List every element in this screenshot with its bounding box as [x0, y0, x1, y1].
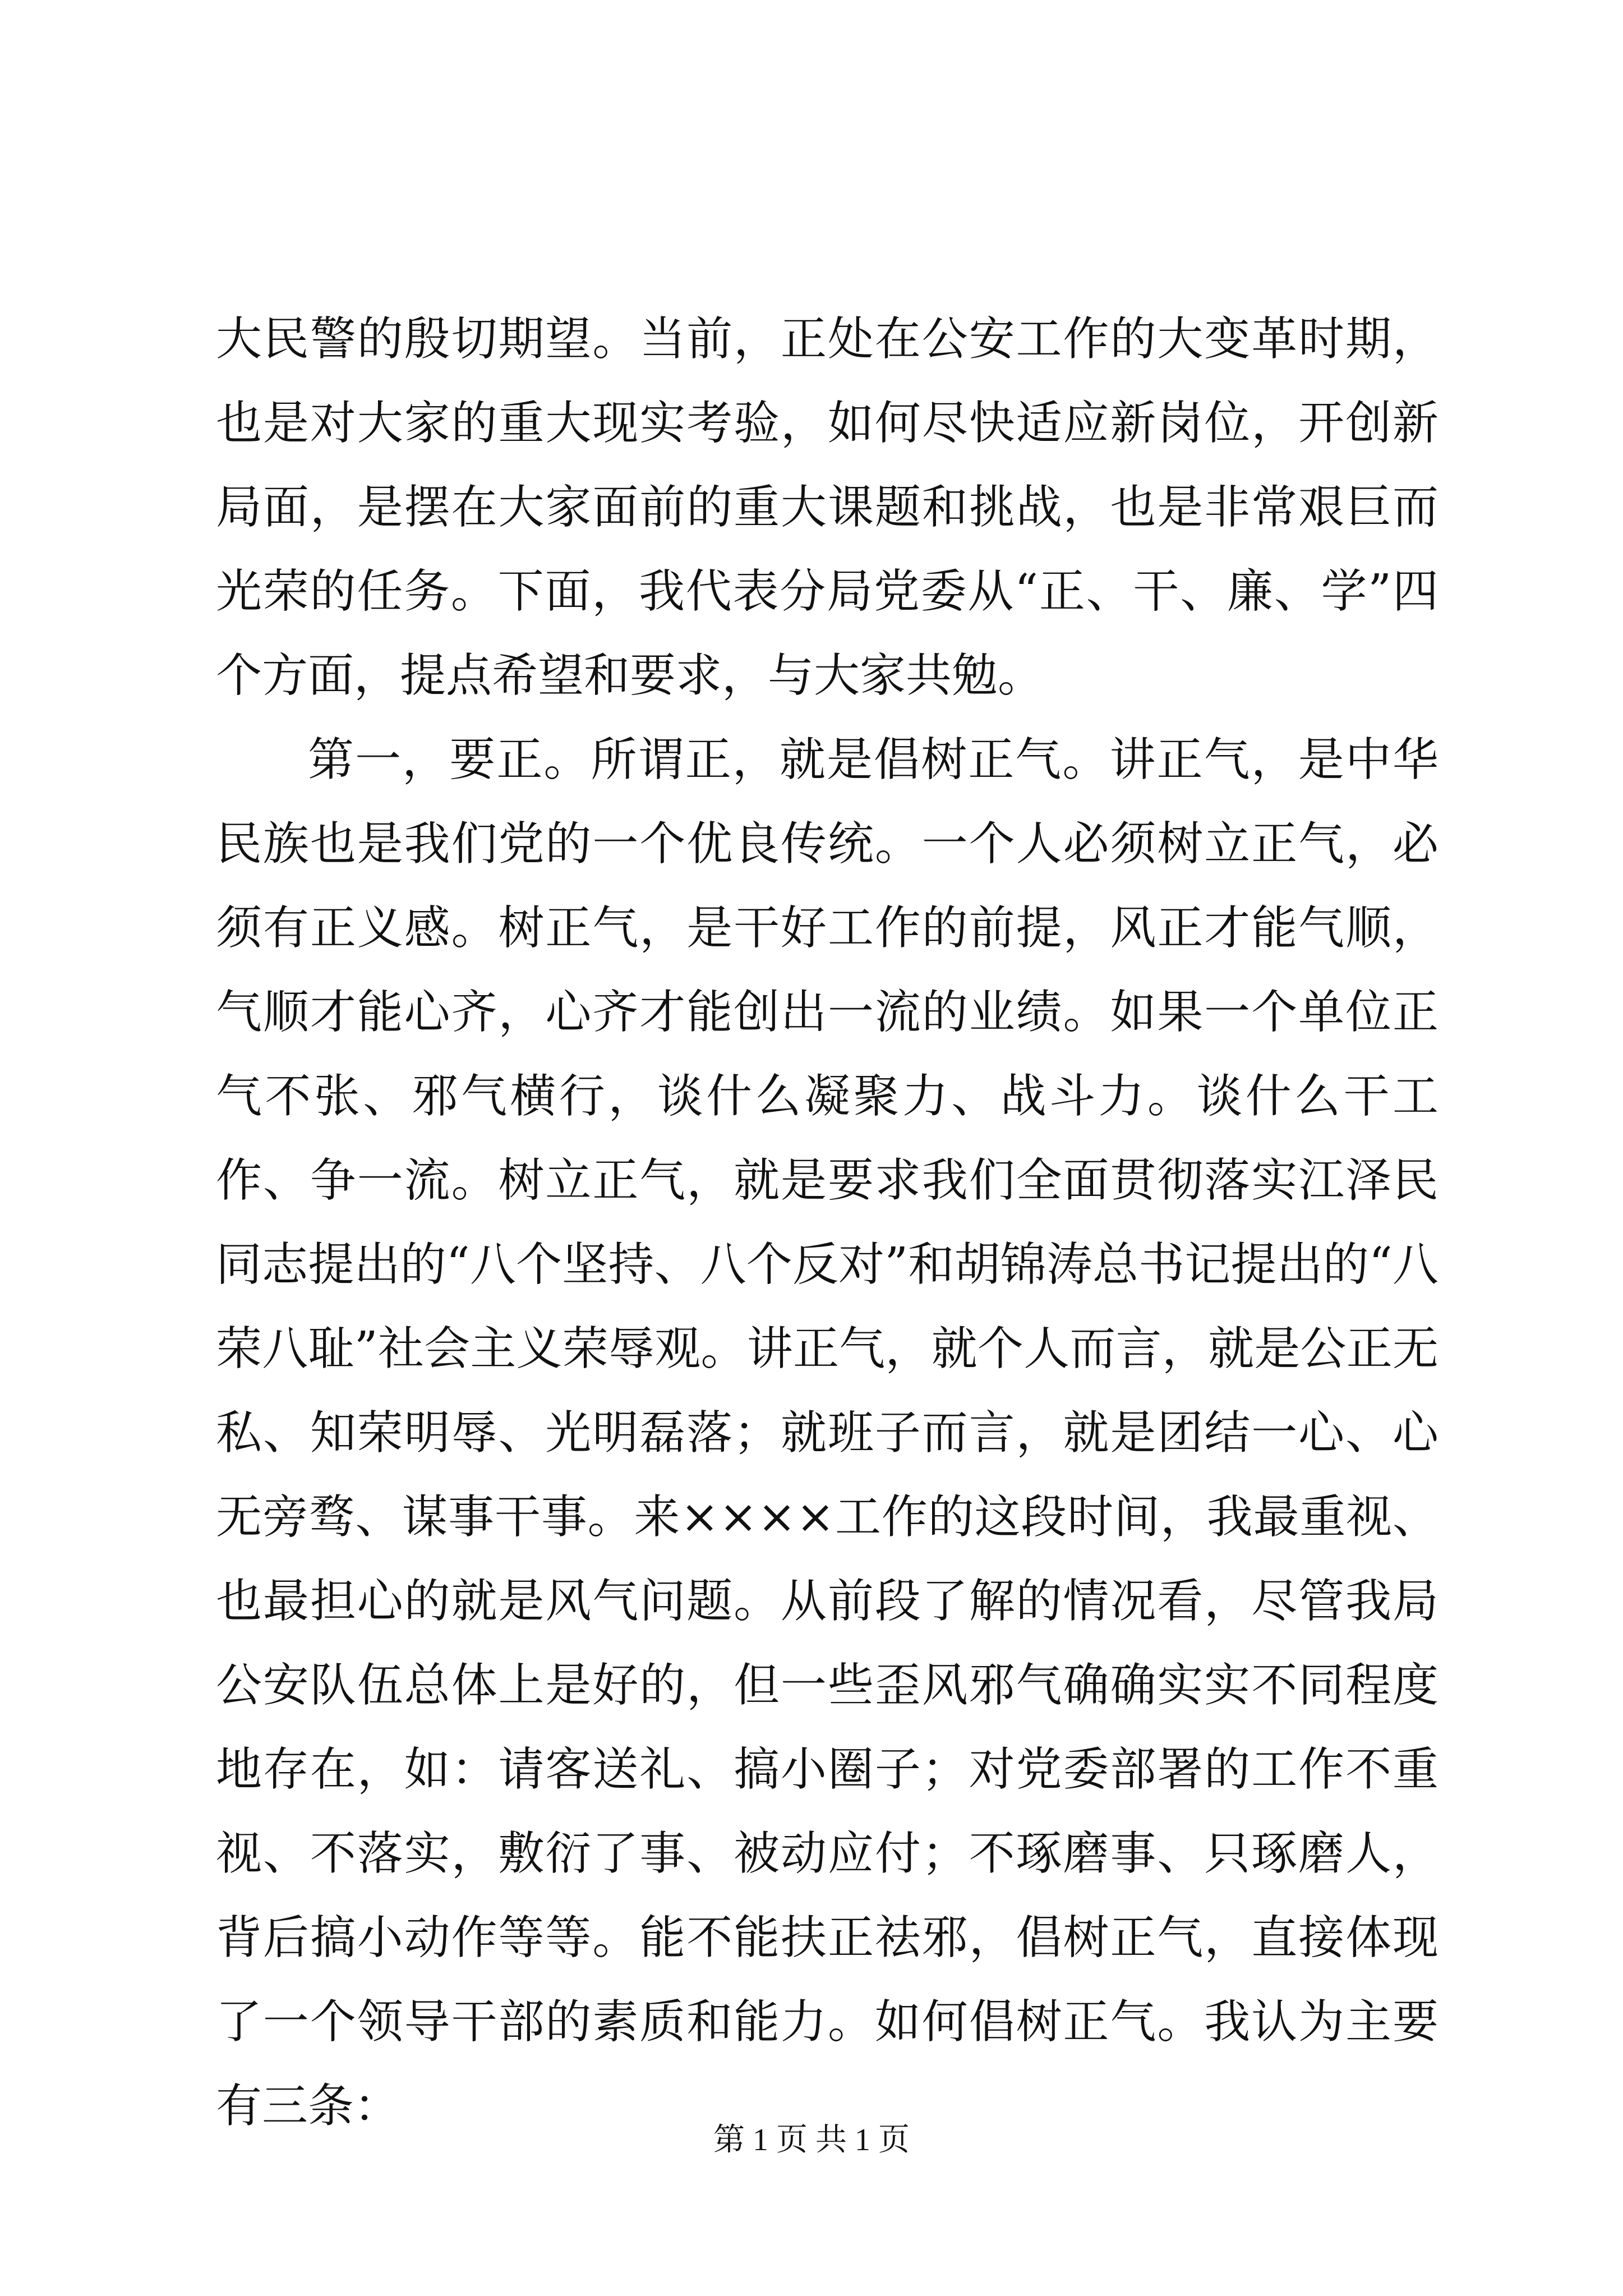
document-body	[216, 297, 1438, 2148]
paragraph-continued: 大民警的殷切期望。当前，正处在公安工作的大变革时期，也是对大家的重大现实考验，如何尽快适应新岗位，开创新局面，是摆在大家面前的重大课题和挑战，也是非常艰巨而光荣的任务。下面，我代表分局党委从“正、干、廉、学”四个方面，提点希望和要求，与大家共勉。	[216, 312, 1438, 702]
paragraph-first-point: 第一，要正。所谓正，就是倡树正气。讲正气，是中华民族也是我们党的一个优良传统。一个人必须树立正气，必须有正义感。树正气，是干好工作的前提，风正才能气顺，气顺才能心齐，心齐才能创出一流的业绩。如果一个单位正气不张、邪气横行，谈什么凝聚力、战斗力。谈什么干工作、争一流。树立正气，就是要求我们全面贯彻落实江泽民同志提出的“八个坚持、八个反对”和胡锦涛总书记提出的“八荣八耻”社会主义荣辱观。讲正气，就个人而言，就是公正无私、知荣明辱、光明磊落；就班子而言，就是团结一心、心无旁骛、谋事干事。来××××工作的这段时间，我最重视、也最担心的就是风气问题。从前段了解的情况看，尽管我局公安队伍总体上是好的，但一些歪风邪气确确实实不同程度地存在，如：请客送礼、搞小圈子；对党委部署的工作不重视、不落实，敷衍了事、被动应付；不琢磨事、只琢磨人，背后搞小动作等等。能不能扶正祛邪，倡树正气，直接体现了一个领导干部的素质和能力。如何倡树正气。我认为主要有三条：	[216, 733, 1438, 2133]
page-footer: 第 1 页 共 1 页	[713, 2123, 910, 2157]
